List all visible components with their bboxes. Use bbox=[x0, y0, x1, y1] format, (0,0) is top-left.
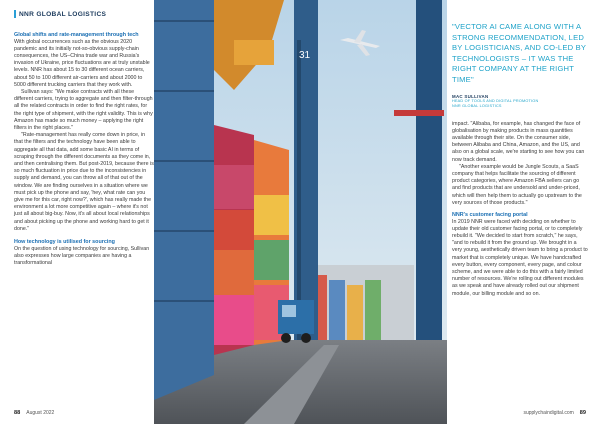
page-number-right: 89 bbox=[579, 410, 586, 416]
page-number-left: 88 bbox=[14, 410, 21, 416]
section-title: NNR GLOBAL LOGISTICS bbox=[19, 10, 107, 18]
site-url[interactable]: supplychaindigital.com bbox=[523, 410, 574, 416]
paragraph: In 2019 NNR were faced with deciding on whether to update their old customer facing portal, or to completely rebuild it. "We decided to start from scratch," he says, "and to rebuild it from the ground up. We brought in a very young, aesthetically driven team to bring a product to market that is completely unique. We have handcrafted every button, every component, every page, and colour scheme, and we were able to do this with a fairly limited number of resources. We're rolling out different modules as we speak and have already rolled out our shipment module, our billing module and so on. bbox=[452, 218, 588, 297]
right-body-text bbox=[452, 121, 588, 298]
paragraph: "Rate-management has really come down in price, in that the filters and the technology have been able to aggregate all that data, add some basic AI in terms of scraping through the different documents as they come in, and then centralising them. But post-2019, because there is so much fluctuation in price due to the inconsistencies in supply and demand, you can throw all of that out of the window. We are finding ourselves in a situation where we must pick up the phone and say, 'hey, what rate can you give me for this car, right now?', which has really made the environment a lot more competitive again – where it's not just all about big-buy. Now, it's all about local relationships and about picking up the phone and working hard to get it done." bbox=[14, 132, 154, 232]
paragraph: With global occurrences such as the obvious 2020 pandemic and its initially not-so-obvious supply-chain consequences, the US–China trade war and Russia's invasion of Ukraine, price fluctuations are at truly unstable levels. NNR has about 15 to 30 different ocean carriers, about 50 to 100 different air-carriers and about 2000 to 5000 different trucking carriers that they work with. bbox=[14, 38, 150, 88]
right-footer bbox=[523, 410, 586, 416]
author-company: NNR GLOBAL LOGISTICS bbox=[452, 103, 502, 108]
subhead-customer-portal: NNR's customer facing portal bbox=[452, 212, 528, 218]
author-name: MAC SULLIVAN bbox=[452, 93, 489, 99]
pull-quote: "VECTOR AI CAME ALONG WITH A STRONG RECOMMENDATION, LED BY LOGISTICIANS, AND CO-LED BY TECHNOLOGISTS – IT WAS THE RIGHT COMPANY AT THE RIGHT TIME" bbox=[452, 22, 587, 84]
section-bar-icon bbox=[14, 10, 16, 18]
subhead-technology-sourcing: How technology is utilised for sourcing bbox=[14, 239, 115, 246]
paragraph: On the question of using technology for sourcing, Sullivan also expresses how large companies are having a transformational bbox=[14, 245, 150, 267]
paragraph: impact. "Alibaba, for example, has changed the face of globalisation by making products in mass quantities available through their site. On the consumer side, between Alibaba and China, Amazon, and the US, and also on a global scale, we're starting to see how you can now track demand. bbox=[452, 120, 585, 163]
port-photo bbox=[154, 0, 447, 424]
right-text-column bbox=[452, 22, 588, 298]
author-role: HEAD OF TOOLS AND DIGITAL PROMOTION bbox=[452, 98, 539, 103]
paragraph: Sullivan says: "We make contracts with all these different carriers, trying to aggregate and then filter-through all the related contracts in order to find the right rates, for the right type of shipment, with the right validity. This is why Amazon has made so much money – applying the right filters in the right places." bbox=[14, 89, 153, 132]
section-header bbox=[14, 10, 154, 18]
left-text-column bbox=[14, 10, 154, 267]
subhead-global-shifts: Global shifts and rate-management through tech bbox=[14, 32, 139, 38]
left-footer bbox=[14, 410, 54, 416]
paragraph: "Another example would be Jungle Scouts, a SaaS company that helps facilitate the sourcing of different product categories, where Amazon FBA sellers can go and find products that are undersold and under-priced, which will then help them to actually go upstream to the very sources of those products." bbox=[452, 163, 582, 206]
container-number: 31 bbox=[299, 50, 311, 61]
quote-author bbox=[452, 94, 588, 109]
issue-date: August 2022 bbox=[26, 410, 55, 416]
